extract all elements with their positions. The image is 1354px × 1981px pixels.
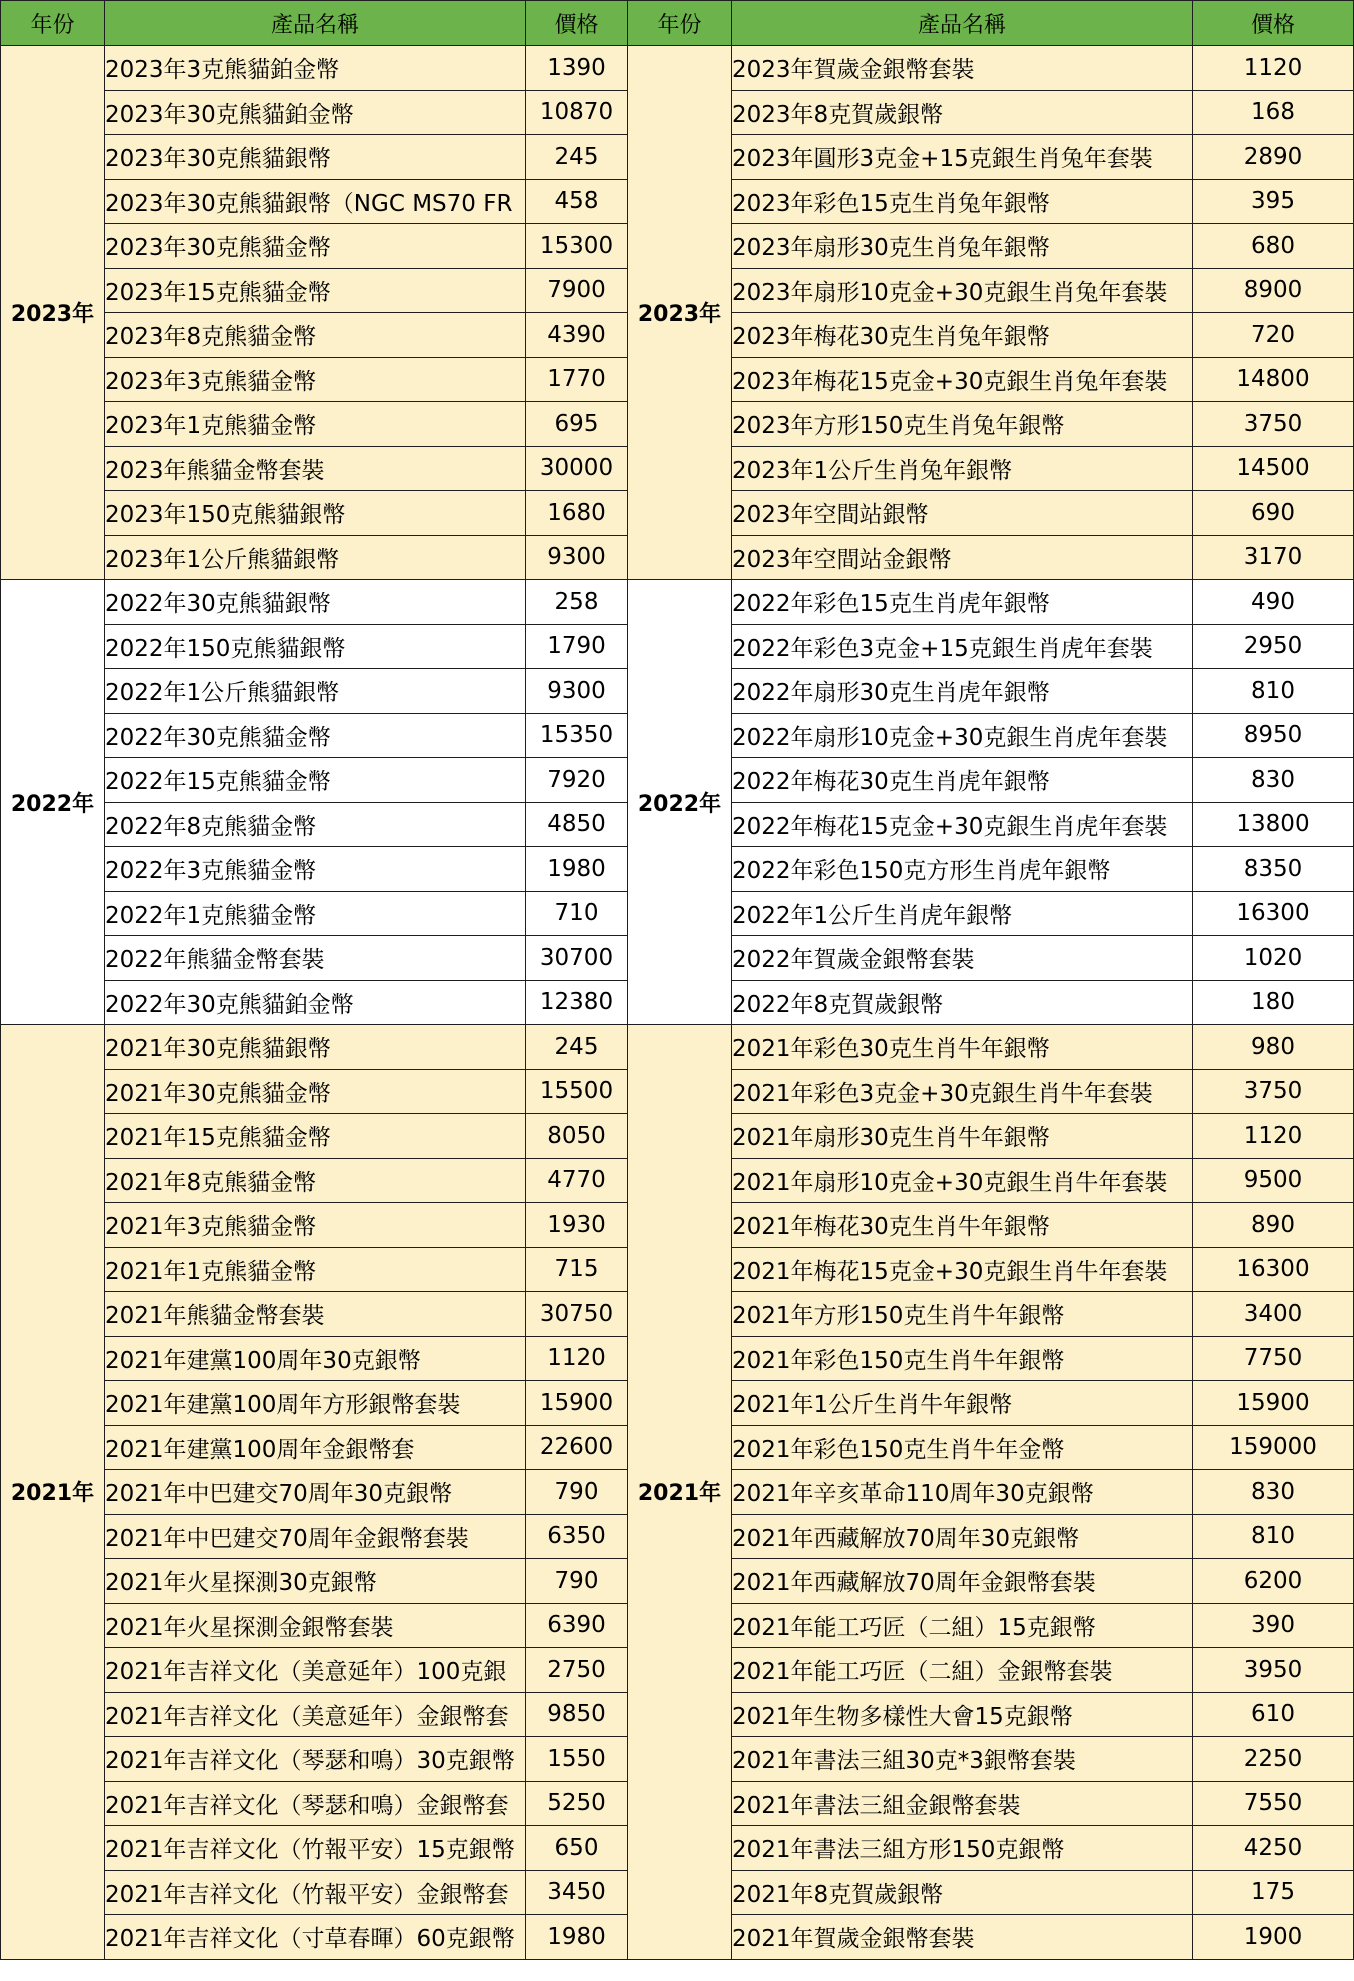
price-right: 3750 bbox=[1193, 402, 1354, 447]
product-name-left: 2022年30克熊貓金幣 bbox=[105, 713, 526, 758]
price-left: 15500 bbox=[526, 1069, 628, 1114]
product-name-right: 2021年扇形30克生肖牛年銀幣 bbox=[732, 1114, 1193, 1159]
year-group bbox=[1, 580, 1354, 1025]
price-left: 30000 bbox=[526, 446, 628, 491]
product-name-right: 2022年賀歲金銀幣套裝 bbox=[732, 936, 1193, 981]
price-left: 9300 bbox=[526, 535, 628, 580]
product-name-left: 2023年30克熊貓銀幣（NGC MS70 FR bbox=[105, 179, 526, 224]
price-left: 9300 bbox=[526, 669, 628, 714]
price-left: 15350 bbox=[526, 713, 628, 758]
product-name-left: 2023年8克熊貓金幣 bbox=[105, 313, 526, 358]
price-right: 395 bbox=[1193, 179, 1354, 224]
product-name-left: 2021年吉祥文化（琴瑟和鳴）30克銀幣 bbox=[105, 1737, 526, 1782]
product-name-right: 2021年生物多樣性大會15克銀幣 bbox=[732, 1692, 1193, 1737]
year-cell-right: 2021年 bbox=[628, 1025, 732, 1960]
price-left: 1790 bbox=[526, 624, 628, 669]
price-left: 4770 bbox=[526, 1158, 628, 1203]
price-right: 810 bbox=[1193, 669, 1354, 714]
price-right: 16300 bbox=[1193, 1247, 1354, 1292]
price-left: 1770 bbox=[526, 357, 628, 402]
product-name-left: 2023年1公斤熊貓銀幣 bbox=[105, 535, 526, 580]
product-name-left: 2021年中巴建交70周年金銀幣套裝 bbox=[105, 1514, 526, 1559]
price-left: 458 bbox=[526, 179, 628, 224]
product-name-left: 2021年建黨100周年30克銀幣 bbox=[105, 1336, 526, 1381]
product-name-left: 2021年吉祥文化（美意延年）100克銀 bbox=[105, 1648, 526, 1693]
product-name-left: 2022年熊貓金幣套裝 bbox=[105, 936, 526, 981]
product-name-right: 2023年空間站金銀幣 bbox=[732, 535, 1193, 580]
product-name-left: 2022年30克熊貓銀幣 bbox=[105, 580, 526, 625]
table-row bbox=[1, 580, 1354, 625]
product-name-right: 2023年扇形30克生肖兔年銀幣 bbox=[732, 224, 1193, 269]
table-header bbox=[1, 1, 1354, 46]
price-left: 1390 bbox=[526, 46, 628, 91]
price-right: 7750 bbox=[1193, 1336, 1354, 1381]
price-right: 830 bbox=[1193, 758, 1354, 803]
product-name-right: 2022年彩色3克金+15克銀生肖虎年套裝 bbox=[732, 624, 1193, 669]
product-name-right: 2023年圓形3克金+15克銀生肖兔年套裝 bbox=[732, 135, 1193, 180]
price-left: 10870 bbox=[526, 90, 628, 135]
price-right: 490 bbox=[1193, 580, 1354, 625]
price-left: 2750 bbox=[526, 1648, 628, 1693]
product-name-left: 2021年中巴建交70周年30克銀幣 bbox=[105, 1470, 526, 1515]
product-name-right: 2023年扇形10克金+30克銀生肖兔年套裝 bbox=[732, 268, 1193, 313]
price-left: 1980 bbox=[526, 1915, 628, 1960]
price-right: 1120 bbox=[1193, 46, 1354, 91]
price-right: 14500 bbox=[1193, 446, 1354, 491]
product-name-right: 2021年能工巧匠（二組）金銀幣套裝 bbox=[732, 1648, 1193, 1693]
price-right: 2250 bbox=[1193, 1737, 1354, 1782]
price-right: 4250 bbox=[1193, 1826, 1354, 1871]
product-name-left: 2021年建黨100周年金銀幣套 bbox=[105, 1425, 526, 1470]
price-right: 2890 bbox=[1193, 135, 1354, 180]
year-cell-right: 2023年 bbox=[628, 46, 732, 580]
product-name-right: 2022年彩色15克生肖虎年銀幣 bbox=[732, 580, 1193, 625]
product-name-left: 2021年3克熊貓金幣 bbox=[105, 1203, 526, 1248]
header-price-right: 價格 bbox=[1193, 1, 1354, 46]
product-name-left: 2021年吉祥文化（美意延年）金銀幣套 bbox=[105, 1692, 526, 1737]
product-name-right: 2022年扇形10克金+30克銀生肖虎年套裝 bbox=[732, 713, 1193, 758]
price-left: 4390 bbox=[526, 313, 628, 358]
product-name-right: 2021年彩色30克生肖牛年銀幣 bbox=[732, 1025, 1193, 1070]
product-name-right: 2021年賀歲金銀幣套裝 bbox=[732, 1915, 1193, 1960]
price-left: 1680 bbox=[526, 491, 628, 536]
product-name-left: 2022年30克熊貓鉑金幣 bbox=[105, 980, 526, 1025]
product-name-left: 2021年30克熊貓銀幣 bbox=[105, 1025, 526, 1070]
product-name-left: 2022年8克熊貓金幣 bbox=[105, 802, 526, 847]
price-left: 1930 bbox=[526, 1203, 628, 1248]
price-right: 9500 bbox=[1193, 1158, 1354, 1203]
product-name-left: 2022年3克熊貓金幣 bbox=[105, 847, 526, 892]
year-cell-left: 2022年 bbox=[1, 580, 105, 1025]
price-left: 7920 bbox=[526, 758, 628, 803]
product-name-right: 2021年能工巧匠（二組）15克銀幣 bbox=[732, 1603, 1193, 1648]
price-right: 1900 bbox=[1193, 1915, 1354, 1960]
price-right: 15900 bbox=[1193, 1381, 1354, 1426]
price-right: 810 bbox=[1193, 1514, 1354, 1559]
price-right: 3950 bbox=[1193, 1648, 1354, 1693]
product-name-left: 2023年30克熊貓金幣 bbox=[105, 224, 526, 269]
product-name-left: 2022年1公斤熊貓銀幣 bbox=[105, 669, 526, 714]
price-left: 9850 bbox=[526, 1692, 628, 1737]
price-right: 8900 bbox=[1193, 268, 1354, 313]
price-right: 6200 bbox=[1193, 1559, 1354, 1604]
price-right: 1020 bbox=[1193, 936, 1354, 981]
product-name-right: 2021年彩色150克生肖牛年金幣 bbox=[732, 1425, 1193, 1470]
product-name-right: 2021年西藏解放70周年金銀幣套裝 bbox=[732, 1559, 1193, 1604]
price-right: 14800 bbox=[1193, 357, 1354, 402]
product-name-right: 2022年梅花15克金+30克銀生肖虎年套裝 bbox=[732, 802, 1193, 847]
product-name-right: 2021年梅花30克生肖牛年銀幣 bbox=[732, 1203, 1193, 1248]
product-name-left: 2023年熊貓金幣套裝 bbox=[105, 446, 526, 491]
product-name-right: 2023年彩色15克生肖兔年銀幣 bbox=[732, 179, 1193, 224]
price-left: 245 bbox=[526, 1025, 628, 1070]
price-left: 790 bbox=[526, 1470, 628, 1515]
table-row bbox=[1, 46, 1354, 91]
product-name-right: 2021年8克賀歲銀幣 bbox=[732, 1870, 1193, 1915]
year-group bbox=[1, 1025, 1354, 1960]
price-right: 830 bbox=[1193, 1470, 1354, 1515]
price-right: 13800 bbox=[1193, 802, 1354, 847]
product-name-left: 2023年150克熊貓銀幣 bbox=[105, 491, 526, 536]
price-right: 720 bbox=[1193, 313, 1354, 358]
product-name-left: 2021年建黨100周年方形銀幣套裝 bbox=[105, 1381, 526, 1426]
price-right: 8350 bbox=[1193, 847, 1354, 892]
header-row bbox=[1, 1, 1354, 46]
price-left: 30750 bbox=[526, 1292, 628, 1337]
product-name-left: 2023年15克熊貓金幣 bbox=[105, 268, 526, 313]
price-right: 3400 bbox=[1193, 1292, 1354, 1337]
product-name-right: 2021年彩色3克金+30克銀生肖牛年套裝 bbox=[732, 1069, 1193, 1114]
price-right: 16300 bbox=[1193, 891, 1354, 936]
header-year-right: 年份 bbox=[628, 1, 732, 46]
price-left: 1980 bbox=[526, 847, 628, 892]
product-name-right: 2023年方形150克生肖兔年銀幣 bbox=[732, 402, 1193, 447]
year-cell-left: 2023年 bbox=[1, 46, 105, 580]
price-left: 15300 bbox=[526, 224, 628, 269]
price-right: 390 bbox=[1193, 1603, 1354, 1648]
price-left: 7900 bbox=[526, 268, 628, 313]
product-name-left: 2021年8克熊貓金幣 bbox=[105, 1158, 526, 1203]
price-right: 890 bbox=[1193, 1203, 1354, 1248]
price-right: 680 bbox=[1193, 224, 1354, 269]
product-name-right: 2021年書法三組30克*3銀幣套裝 bbox=[732, 1737, 1193, 1782]
product-name-right: 2022年1公斤生肖虎年銀幣 bbox=[732, 891, 1193, 936]
price-left: 245 bbox=[526, 135, 628, 180]
product-name-left: 2021年火星探測30克銀幣 bbox=[105, 1559, 526, 1604]
product-name-left: 2021年30克熊貓金幣 bbox=[105, 1069, 526, 1114]
product-name-right: 2022年扇形30克生肖虎年銀幣 bbox=[732, 669, 1193, 714]
price-left: 30700 bbox=[526, 936, 628, 981]
product-name-left: 2021年熊貓金幣套裝 bbox=[105, 1292, 526, 1337]
price-right: 8950 bbox=[1193, 713, 1354, 758]
price-left: 650 bbox=[526, 1826, 628, 1871]
price-left: 3450 bbox=[526, 1870, 628, 1915]
price-left: 8050 bbox=[526, 1114, 628, 1159]
product-name-right: 2021年書法三組方形150克銀幣 bbox=[732, 1826, 1193, 1871]
price-left: 1120 bbox=[526, 1336, 628, 1381]
price-right: 168 bbox=[1193, 90, 1354, 135]
product-name-right: 2021年辛亥革命110周年30克銀幣 bbox=[732, 1470, 1193, 1515]
product-name-right: 2021年1公斤生肖牛年銀幣 bbox=[732, 1381, 1193, 1426]
product-name-left: 2021年1克熊貓金幣 bbox=[105, 1247, 526, 1292]
product-name-right: 2021年梅花15克金+30克銀生肖牛年套裝 bbox=[732, 1247, 1193, 1292]
product-name-left: 2022年150克熊貓銀幣 bbox=[105, 624, 526, 669]
product-name-left: 2021年火星探測金銀幣套裝 bbox=[105, 1603, 526, 1648]
product-name-left: 2023年30克熊貓鉑金幣 bbox=[105, 90, 526, 135]
product-name-left: 2021年吉祥文化（琴瑟和鳴）金銀幣套 bbox=[105, 1781, 526, 1826]
header-price-left: 價格 bbox=[526, 1, 628, 46]
price-right: 610 bbox=[1193, 1692, 1354, 1737]
price-left: 715 bbox=[526, 1247, 628, 1292]
price-right: 180 bbox=[1193, 980, 1354, 1025]
product-name-right: 2023年1公斤生肖兔年銀幣 bbox=[732, 446, 1193, 491]
price-left: 12380 bbox=[526, 980, 628, 1025]
price-left: 1550 bbox=[526, 1737, 628, 1782]
product-name-left: 2022年15克熊貓金幣 bbox=[105, 758, 526, 803]
price-left: 4850 bbox=[526, 802, 628, 847]
product-name-left: 2021年吉祥文化（竹報平安）15克銀幣 bbox=[105, 1826, 526, 1871]
year-group bbox=[1, 46, 1354, 580]
price-right: 159000 bbox=[1193, 1425, 1354, 1470]
price-right: 980 bbox=[1193, 1025, 1354, 1070]
header-name-right: 產品名稱 bbox=[732, 1, 1193, 46]
price-right: 3170 bbox=[1193, 535, 1354, 580]
price-left: 695 bbox=[526, 402, 628, 447]
price-right: 175 bbox=[1193, 1870, 1354, 1915]
year-cell-left: 2021年 bbox=[1, 1025, 105, 1960]
price-left: 22600 bbox=[526, 1425, 628, 1470]
price-right: 3750 bbox=[1193, 1069, 1354, 1114]
product-name-right: 2022年梅花30克生肖虎年銀幣 bbox=[732, 758, 1193, 803]
price-left: 710 bbox=[526, 891, 628, 936]
product-name-right: 2021年方形150克生肖牛年銀幣 bbox=[732, 1292, 1193, 1337]
product-name-right: 2021年彩色150克生肖牛年銀幣 bbox=[732, 1336, 1193, 1381]
product-name-left: 2023年3克熊貓金幣 bbox=[105, 357, 526, 402]
product-name-right: 2023年梅花15克金+30克銀生肖兔年套裝 bbox=[732, 357, 1193, 402]
product-name-right: 2023年梅花30克生肖兔年銀幣 bbox=[732, 313, 1193, 358]
product-name-left: 2021年吉祥文化（竹報平安）金銀幣套 bbox=[105, 1870, 526, 1915]
product-name-right: 2022年8克賀歲銀幣 bbox=[732, 980, 1193, 1025]
product-name-right: 2021年扇形10克金+30克銀生肖牛年套裝 bbox=[732, 1158, 1193, 1203]
product-name-left: 2023年3克熊貓鉑金幣 bbox=[105, 46, 526, 91]
product-name-right: 2023年空間站銀幣 bbox=[732, 491, 1193, 536]
price-left: 790 bbox=[526, 1559, 628, 1604]
price-left: 258 bbox=[526, 580, 628, 625]
price-left: 5250 bbox=[526, 1781, 628, 1826]
price-right: 1120 bbox=[1193, 1114, 1354, 1159]
header-name-left: 產品名稱 bbox=[105, 1, 526, 46]
price-right: 690 bbox=[1193, 491, 1354, 536]
product-name-right: 2023年賀歲金銀幣套裝 bbox=[732, 46, 1193, 91]
product-name-right: 2021年西藏解放70周年30克銀幣 bbox=[732, 1514, 1193, 1559]
product-name-left: 2023年30克熊貓銀幣 bbox=[105, 135, 526, 180]
product-name-right: 2021年書法三組金銀幣套裝 bbox=[732, 1781, 1193, 1826]
price-left: 6390 bbox=[526, 1603, 628, 1648]
price-left: 6350 bbox=[526, 1514, 628, 1559]
product-name-left: 2021年吉祥文化（寸草春暉）60克銀幣 bbox=[105, 1915, 526, 1960]
product-name-right: 2022年彩色150克方形生肖虎年銀幣 bbox=[732, 847, 1193, 892]
product-name-left: 2023年1克熊貓金幣 bbox=[105, 402, 526, 447]
header-year-left: 年份 bbox=[1, 1, 105, 46]
product-name-right: 2023年8克賀歲銀幣 bbox=[732, 90, 1193, 135]
price-right: 2950 bbox=[1193, 624, 1354, 669]
product-name-left: 2022年1克熊貓金幣 bbox=[105, 891, 526, 936]
product-name-left: 2021年15克熊貓金幣 bbox=[105, 1114, 526, 1159]
table-row bbox=[1, 1025, 1354, 1070]
year-cell-right: 2022年 bbox=[628, 580, 732, 1025]
price-right: 7550 bbox=[1193, 1781, 1354, 1826]
price-left: 15900 bbox=[526, 1381, 628, 1426]
